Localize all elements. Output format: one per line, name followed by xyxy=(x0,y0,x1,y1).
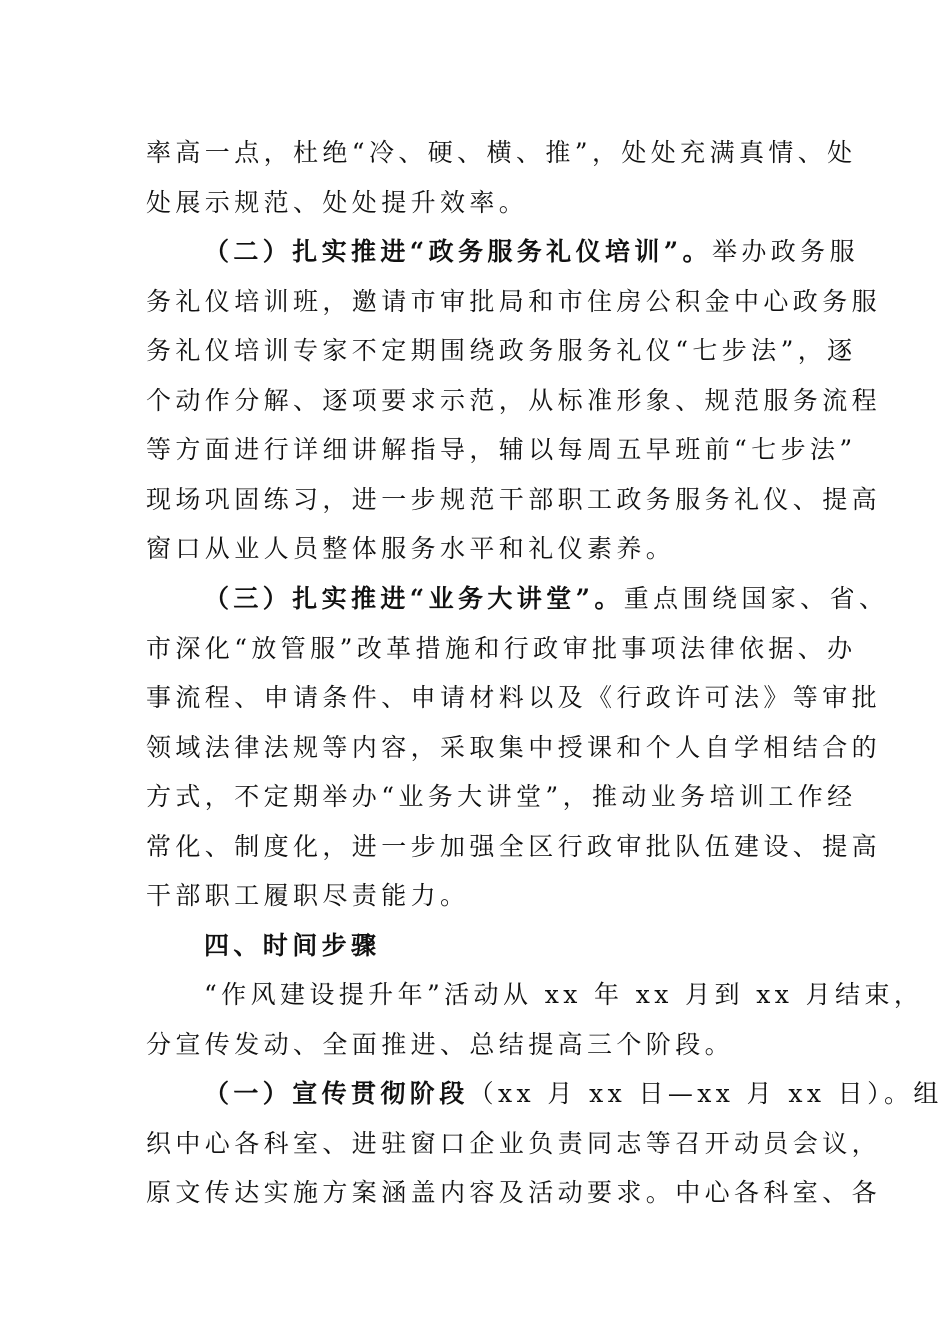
paragraph-line: 务礼仪培训班，邀请市审批局和市住房公积金中心政务服 xyxy=(146,287,882,316)
paragraph-line: 窗口从业人员整体服务水平和礼仪素养。 xyxy=(146,534,676,563)
subheading-lecture: （三）扎实推进“业务大讲堂”。 xyxy=(204,584,624,613)
paragraph-line: 现场巩固练习，进一步规范干部职工政务服务礼仪、提高 xyxy=(146,485,882,514)
paragraph-line: 织中心各科室、进驻窗口企业负责同志等召开动员会议， xyxy=(146,1129,882,1158)
paragraph-line: 方式，不定期举办“业务大讲堂”，推动业务培训工作经 xyxy=(146,782,857,811)
paragraph-line: 市深化“放管服”改革措施和行政审批事项法律依据、办 xyxy=(146,634,857,663)
paragraph-text: 重点围绕国家、省、 xyxy=(623,584,889,613)
paragraph-line xyxy=(204,235,894,269)
paragraph-text: （xx 月 xx 日—xx 月 xx 日）。组 xyxy=(468,1079,943,1108)
paragraph-line: 事流程、申请条件、申请材料以及《行政许可法》等审批 xyxy=(146,683,882,712)
paragraph-line xyxy=(204,582,894,616)
paragraph-line: 分宣传发动、全面推进、总结提高三个阶段。 xyxy=(146,1030,735,1059)
subheading-training: （二）扎实推进“政务服务礼仪培训”。 xyxy=(204,237,712,266)
paragraph-line: 务礼仪培训专家不定期围绕政务服务礼仪“七步法”，逐 xyxy=(146,336,857,365)
paragraph-text: 举办政务服 xyxy=(711,237,859,266)
paragraph-line: “作风建设提升年”活动从 xx 年 xx 月到 xx 月结束， xyxy=(204,980,924,1009)
paragraph-line: 原文传达实施方案涵盖内容及活动要求。中心各科室、各 xyxy=(146,1178,882,1207)
paragraph-line: 个动作分解、逐项要求示范，从标准形象、规范服务流程 xyxy=(146,386,882,415)
paragraph-line: 率高一点，杜绝“冷、硬、横、推”，处处充满真情、处 xyxy=(146,138,857,167)
paragraph-line: 领域法律法规等内容，采取集中授课和个人自学相结合的 xyxy=(146,733,882,762)
section-heading: 四、时间步骤 xyxy=(204,931,381,960)
subheading-phase-one: （一）宣传贯彻阶段 xyxy=(204,1079,469,1108)
paragraph-line: 常化、制度化，进一步加强全区行政审批队伍建设、提高 xyxy=(146,832,882,861)
paragraph-line: 处展示规范、处处提升效率。 xyxy=(146,188,529,217)
paragraph-line xyxy=(204,1077,943,1111)
paragraph-line: 等方面进行详细讲解指导，辅以每周五早班前“七步法” xyxy=(146,435,857,464)
paragraph-line: 干部职工履职尽责能力。 xyxy=(146,881,470,910)
